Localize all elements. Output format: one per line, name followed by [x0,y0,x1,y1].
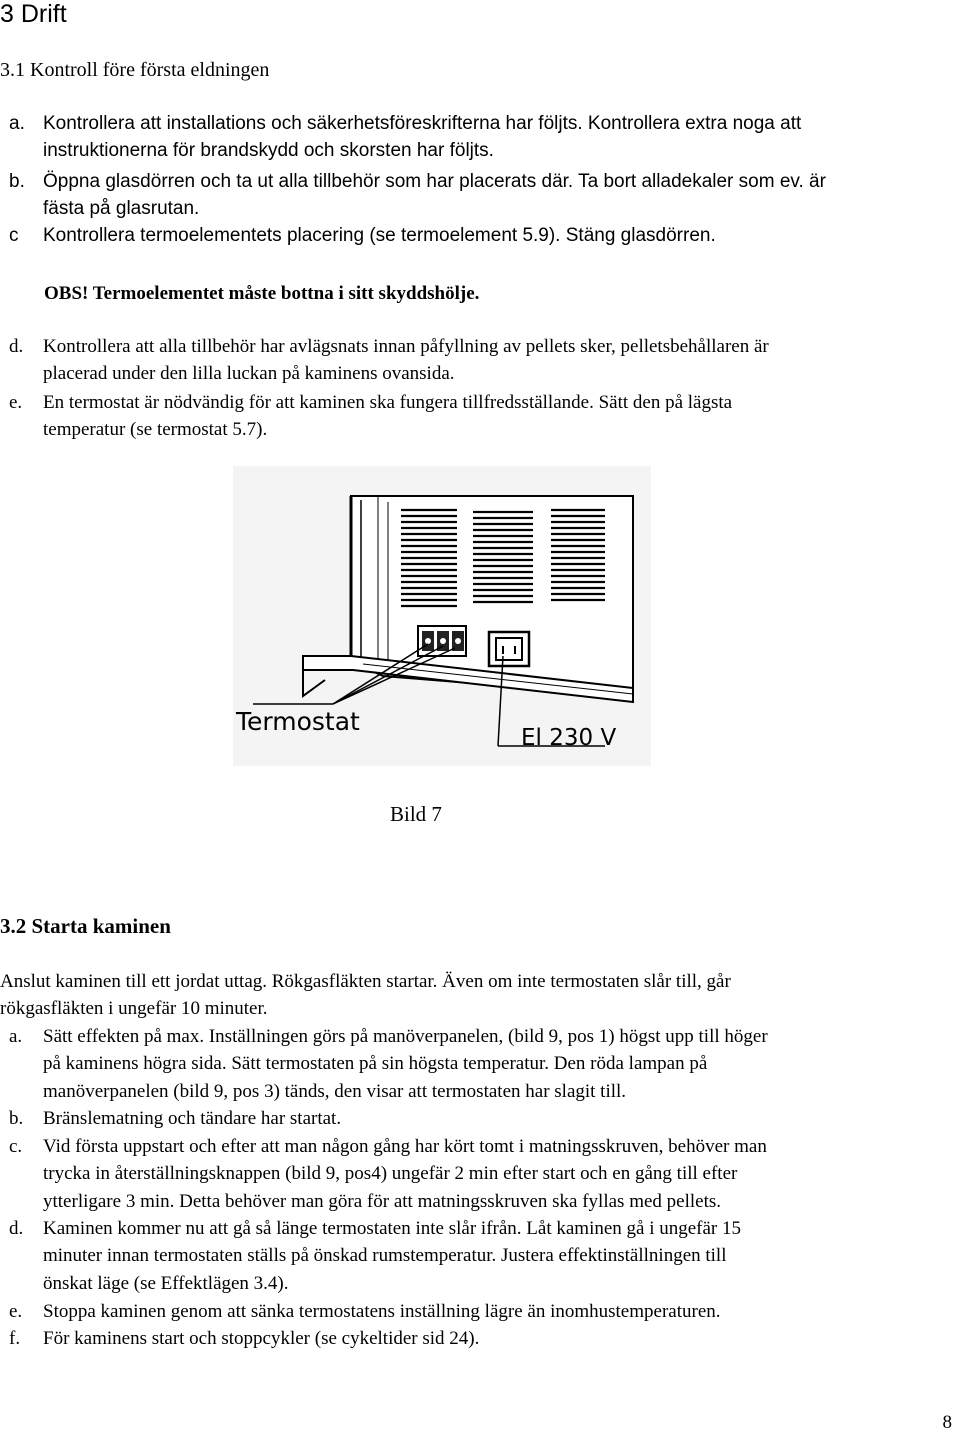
list-label: d. [9,1218,24,1239]
list-label: b. [9,171,25,192]
list-label: f. [9,1328,21,1349]
paragraph-line: rökgasfläkten i ungefär 10 minuter. [0,998,268,1019]
list-text: manöverpanelen (bild 9, pos 3) tänds, den visar att termostaten har slagit till. [43,1080,627,1102]
list-text: ytterligare 3 min. Detta behöver man göra för att matningsskruven ska fyllas med pellets. [43,1190,721,1212]
list-label: a. [9,1026,23,1047]
list-text: Kontrollera termoelementets placering (se termoelement 5.9). Stäng glasdörren. [43,225,716,246]
list-text: För kaminens start och stoppcykler (se cykeltider sid 24). [43,1328,480,1349]
list-text: Sätt effekten på max. Inställningen görs på manöverpanelen, (bild 9, pos 1) högst upp till höger [43,1026,768,1047]
list-text: instruktionerna för brandskydd och skorsten har följts. [43,140,494,161]
list-text: Stoppa kaminen genom att sänka termostatens inställning lägre än inomhustemperaturen. [43,1301,721,1322]
list-text: En termostat är nödvändig för att kaminen ska fungera tillfredsställande. Sätt den på lägsta [43,392,733,413]
list-text: trycka in återställningsknappen (bild 9, pos4) ungefär 2 min efter start och en gång till efter [43,1163,738,1185]
stove-back-illustration [233,466,651,766]
obs-warning: OBS! Termoelementet måste bottna i sitt skyddshölje. [44,283,480,304]
page-number: 8 [942,1412,952,1433]
list-label: d. [9,336,24,357]
section-heading: 3.1 Kontroll före första eldningen [0,59,270,81]
figure-label-termostat: Termostat [236,707,360,736]
page-heading: 3 Drift [0,0,67,28]
list-text: önskat läge (se Effektlägen 3.4). [43,1272,289,1294]
list-text: Kontrollera att alla tillbehör har avlägsnats innan påfyllning av pellets sker, pelletsbehållaren är [43,336,769,357]
list-text: Kaminen kommer nu att gå så länge termostaten inte slår ifrån. Låt kaminen gå i ungefär 15 [43,1218,742,1239]
list-text: placerad under den lilla luckan på kaminens ovansida. [43,363,455,384]
list-label: b. [9,1108,24,1129]
paragraph-line: Anslut kaminen till ett jordat uttag. Rökgasfläkten startar. Även om inte termostaten slår till, går [0,971,731,992]
list-label: a. [9,113,25,134]
list-text: minuter innan termostaten ställs på önskad rumstemperatur. Justera effektinställningen till [43,1245,727,1267]
list-text: Öppna glasdörren och ta ut alla tillbehör som har placerats där. Ta bort alladekaler som ev. är [43,171,826,192]
list-label: c [9,225,19,246]
list-text: Kontrollera att installations och säkerhetsföreskrifterna har följts. Kontrollera extra noga att [43,113,802,134]
section-heading-start: 3.2 Starta kaminen [0,914,171,938]
list-label: e. [9,1301,23,1322]
list-text: Vid första uppstart och efter att man någon gång har kört tomt i matningsskruven, behöver man [43,1136,767,1157]
intro-paragraph [0,968,731,1022]
list-label: c. [9,1136,23,1157]
list-text: temperatur (se termostat 5.7). [43,419,268,440]
list-text: Bränslematning och tändare har startat. [43,1108,342,1129]
list-text: på kaminens högra sida. Sätt termostaten på sin högsta temperatur. Den röda lampan på [43,1053,708,1075]
list-label: e. [9,392,23,413]
figure-caption: Bild 7 [390,802,442,826]
list-text: fästa på glasrutan. [43,198,200,219]
power-inlet-icon [489,632,529,666]
figure-label-power: El 230 V [521,725,617,751]
thermostat-terminal [418,626,466,656]
